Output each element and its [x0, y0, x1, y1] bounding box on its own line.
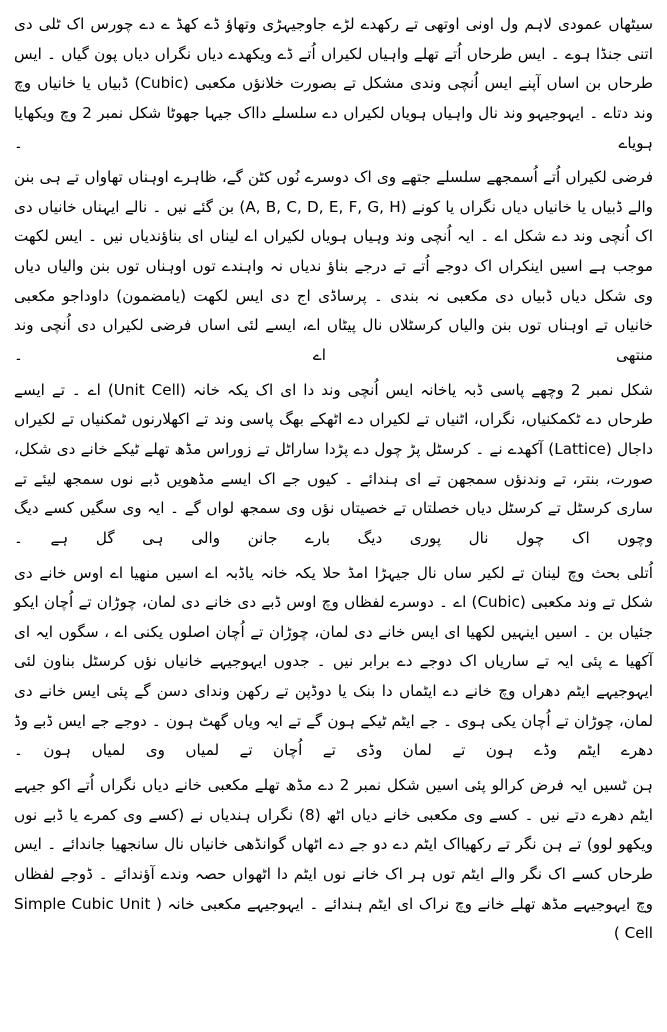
paragraph-5: ہن ٹسیں ایہ فرض کرالو پئی اسیں شکل نمبر 2 دے مڈھ تھلے مکعبی خانے دیاں نگراں اُتے اکو جیہے ایٹم دھرے دتے نیں ۔ کسے وی مکعبی خانے دیاں اٹھ (8) نگراں ہندیاں نے (کسے وی کمرے یا ڈبے نوں ویکھو لوو) تے ہن نگر تے رکھیااک ایٹم دے دو جے دے اٹھاں گوانڈھی خانیاں نال سانجھیا جاندائے ۔ ایس طرحاں کسے اک نگر والے ایٹم توں ہر اک خانے نوں ایٹم دا اٹھواں حصہ وندے آؤندائے ۔ ڈوجے لفظاں وچ ایہوجیہے مڈھ تھلے خانے وچ نراک ای ایٹم ہندائے ۔ ایہوجیہے مکعبی خانہ ( Simple Cubic Unit Cell )	[14, 776, 654, 943]
paragraph-1: سیٹھاں عمودی لاہم ول اونی اوتھی تے رکھدے لڑے جاوجیہڑی وتھاؤ ڈے کھڈ ے دے چورس اک ٹلی دی اتنی جنڈا ہوے ۔ ایس طرحاں اُتے تھلے واہیاں لکیراں اُتے ڈے ویکھدے دیاں نگراں دیاں پون گیاں ۔ ایس طرحاں بن اساں آپنے ایس اُنچی وندی مشکل تے بصورت خلانؤں مکعبی (Cubic) ڈبیاں یا خانیاں وچ وند دتاے ۔ ایہوجیہو وند نال واہیاں ہویاں لکیراں دے سلسلے دااک جیہا جھوٹا شکل نمبر 2 وچ ویکھایا ہویاے ۔	[14, 15, 653, 152]
paragraph-3: شکل نمبر 2 وچھے پاسی ڈبہ یاخانہ ایس اُنچی وند دا ای اک یکہ خانہ (Unit Cell) اے ۔ تے ایسے طرحاں دے ٹکمکنیاں، نگراں، اٹنیاں تے لکیراں دے اٹھکے بھگ پاسی وند تے اکھلارنوں ٹمکنیاں تے لکیراں داجال (Lattice) آکھدے نے ۔ کرسٹل پڑ چول دے پڑدا ساراٹل تے زوراس مڈھ تھلے ٹیکے خانے دی شکل، صورت، بنتر، تے وندنؤں سمجھن تے ای ہندائے ۔ کیوں جے اک ایسے مڈھویں ڈبے نوں سمجھ لیئے تے ساری کرسٹل تے کرسٹل دیاں خصلتاں تے خصیتاں نؤں وی سمجھ لواں گے ۔ ایہ وی سگیں کسے دیگ وچوں اک چول نال پوری دیگ بارے جانن والی ہی گل ہے ۔	[14, 380, 653, 547]
document-body	[14, 10, 653, 949]
paragraph-2: فرضی لکیراں اُتے اُسمجھے سلسلے جتھے وی اک دوسرے نُوں کٹن گے، ظاہرے اوہناں تھاواں تے ہی بنن والے ڈبیاں یا خانیاں دیاں نگراں یا کونے (A, B, C, D, E, F, G, H) بن گئے نیں ۔ نالے ایہناں خانیاں دی اک اُنچی وند دے شکل اے ۔ ایہ اُنچی وند وہیاں ہویاں لکیراں اے لیناں ای بناؤندیاں نیں ۔ ایس لکھت موجب ہے اسیں اینکراں اک دوجے اُتے تے درجے بناؤ ندیاں نہ واہندے توں اوہناں توں بنن والیاں دیاں وی شکل دیاں ڈبیاں دی مکعبی نہ بندی ۔ پرساڈی اج دی ایس لکھت (یامضمون) داوداجو مکعبی خانیاں تے اوہناں توں بنن والیاں کرسٹلاں نال پیٹاں اے، ایسے لئی اساں فرضی لکیراں دی اُنچی وند منتھی اے ۔	[14, 168, 653, 365]
paragraph-4: اُتلی بحث وچ لینان تے لکیر ساں نال جیہڑا امڈ حلا یکہ خانہ یاڈبہ اے اسیں منھیا اے اوس خانے دی شکل تے وند مکعبی (Cubic) اے ۔ دوسرے لفظاں وچ اوس ڈبے دی خانے دی لمان، چوڑان تے اُچان ایکو جئیاں بن ۔ اسیں اینہیں لکھیا ای ایس خانے دی لمان، چوڑان تے اُچان اصلوں یکنی اے ، سگوں ایہ ای آکھیا ے پئی ایہ تے ساریاں اک دوجے دے برابر نیں ۔ جدوں ایہوجیہے خانیاں نؤں کرسٹل بناون لئی ایہوجیہے ایٹم دھراں وچ خانے دے ایٹماں دا بنک یا دوڈپن تے رکھن وندای دسن گے پئی ایس خانے دی لمان، چوڑان تے اُچان یکی ہوی ۔ جے ایٹم ٹیکے ہون گے تے ایہ ویاں گھٹ ہون ۔ دوجے جے ایس ڈبے وڈ دھرے ایٹم وڈے ہون تے لمان وڈی تے اُچان تے لمیاں وی لمیاں ہون ۔	[14, 563, 653, 760]
